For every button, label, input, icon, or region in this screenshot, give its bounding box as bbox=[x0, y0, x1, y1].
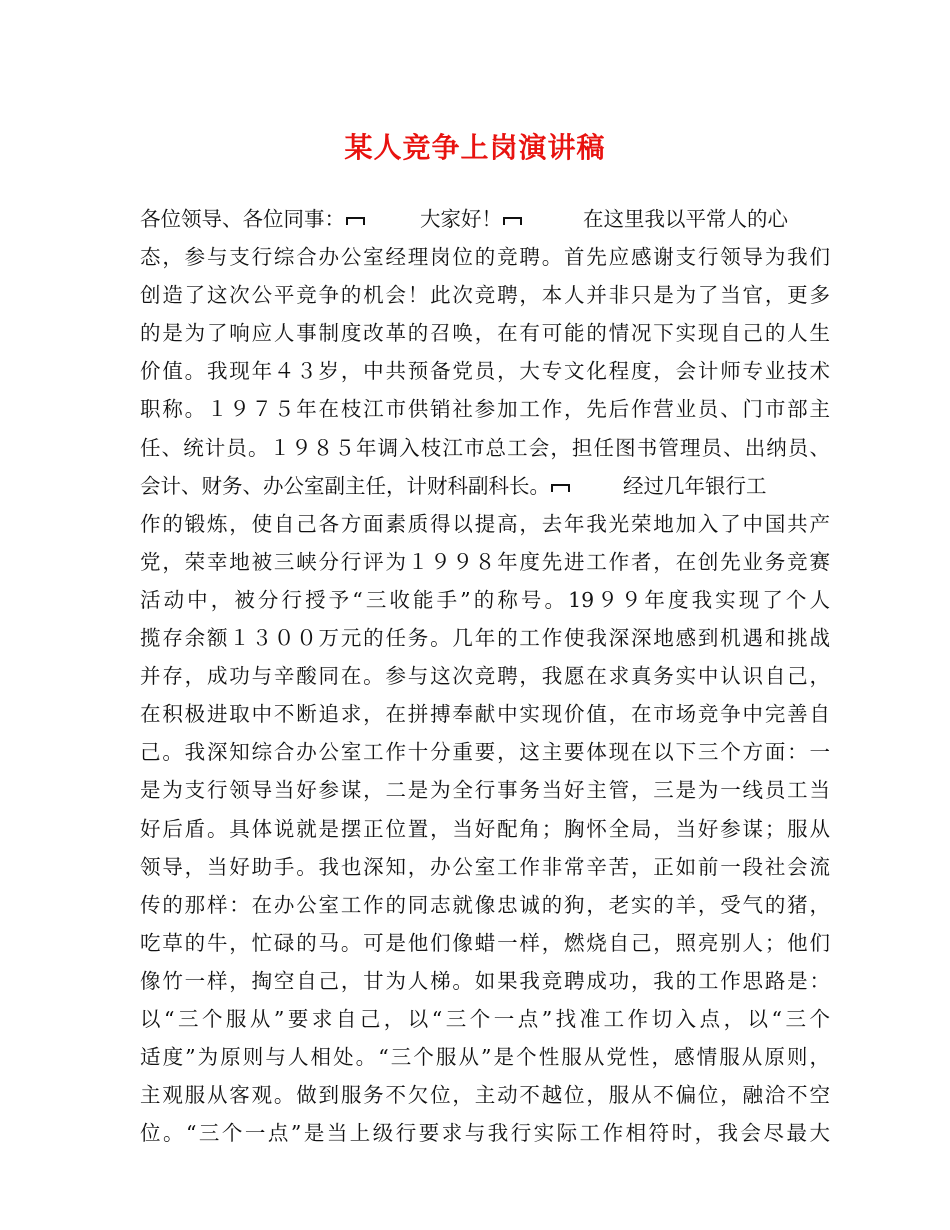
paragraph-text: 经过几年银行工 bbox=[623, 473, 767, 498]
paragraph-line: 并存，成功与辛酸同在。参与这次竞聘，我愿在求真务实中认识自己， bbox=[140, 664, 830, 689]
paragraph-line bbox=[140, 467, 830, 505]
paragraph-line: 己。我深知综合办公室工作十分重要，这主要体现在以下三个方面：一 bbox=[140, 740, 830, 765]
document-title: 某人竞争上岗演讲稿 bbox=[344, 131, 606, 164]
paragraph-mark-icon bbox=[345, 215, 366, 227]
paragraph-line: 好后盾。具体说就是摆正位置，当好配角；胸怀全局，当好参谋；服从 bbox=[140, 816, 830, 841]
paragraph-line: 位。“三个一点”是当上级行要求与我行实际工作相符时，我会尽最大 bbox=[140, 1121, 830, 1146]
paragraph-line: 领导，当好助手。我也深知，办公室工作非常辛苦，正如前一段社会流 bbox=[140, 854, 830, 879]
paragraph-line: 是为支行领导当好参谋，二是为全行事务当好主管，三是为一线员工当 bbox=[140, 778, 830, 803]
paragraph-text: 在这里我以平常人的心 bbox=[583, 207, 788, 231]
paragraph-line: 作的锻炼，使自己各方面素质得以提高，去年我光荣地加入了中国共产 bbox=[140, 511, 830, 536]
paragraph-line: 态，参与支行综合办公室经理岗位的竞聘。首先应感谢支行领导为我们 bbox=[140, 245, 830, 270]
paragraph-line: 揽存余额１３００万元的任务。几年的工作使我深深地感到机遇和挑战 bbox=[140, 626, 830, 651]
paragraph-line: 以“三个服从”要求自己，以“三个一点”找准工作切入点，以“三个 bbox=[140, 1006, 830, 1031]
paragraph-text: 会计、财务、办公室副主任，计财科副科长。 bbox=[140, 473, 550, 498]
paragraph-mark-icon bbox=[502, 215, 523, 227]
paragraph-line: 任、统计员。１９８５年调入枝江市总工会，担任图书管理员、出纳员、 bbox=[140, 435, 830, 460]
paragraph-line: 的是为了响应人事制度改革的召唤，在有可能的情况下实现自己的人生 bbox=[140, 321, 830, 346]
paragraph-line: 价值。我现年４３岁，中共预备党员，大专文化程度，会计师专业技术 bbox=[140, 359, 830, 384]
paragraph-line: 职称。１９７５年在枝江市供销社参加工作，先后作营业员、门市部主 bbox=[140, 397, 830, 422]
paragraph-line: 活动中，被分行授予“三收能手”的称号。19９９年度我实现了个人 bbox=[140, 587, 830, 612]
greeting-text: 大家好！ bbox=[420, 207, 502, 231]
paragraph-line: 创造了这次公平竞争的机会！此次竞聘，本人并非只是为了当官，更多 bbox=[140, 283, 830, 308]
paragraph-mark-icon bbox=[550, 482, 571, 494]
salutation-text: 各位领导、各位同事： bbox=[140, 207, 345, 231]
paragraph-line: 传的那样：在办公室工作的同志就像忠诚的狗，老实的羊，受气的猪， bbox=[140, 892, 830, 917]
paragraph-line: 像竹一样，掏空自己，甘为人梯。如果我竞聘成功，我的工作思路是： bbox=[140, 968, 830, 993]
paragraph-line bbox=[140, 200, 830, 238]
paragraph-line: 党，荣幸地被三峡分行评为１９９８年度先进工作者，在创先业务竞赛 bbox=[140, 549, 830, 574]
paragraph-line: 适度”为原则与人相处。“三个服从”是个性服从党性，感情服从原则， bbox=[140, 1045, 830, 1070]
speech-body bbox=[140, 200, 830, 1152]
paragraph-line: 主观服从客观。做到服务不欠位，主动不越位，服从不偏位，融洽不空 bbox=[140, 1083, 830, 1108]
paragraph-line: 在积极进取中不断追求，在拼搏奉献中实现价值，在市场竞争中完善自 bbox=[140, 702, 830, 727]
paragraph-line: 吃草的牛，忙碌的马。可是他们像蜡一样，燃烧自己，照亮别人；他们 bbox=[140, 930, 830, 955]
